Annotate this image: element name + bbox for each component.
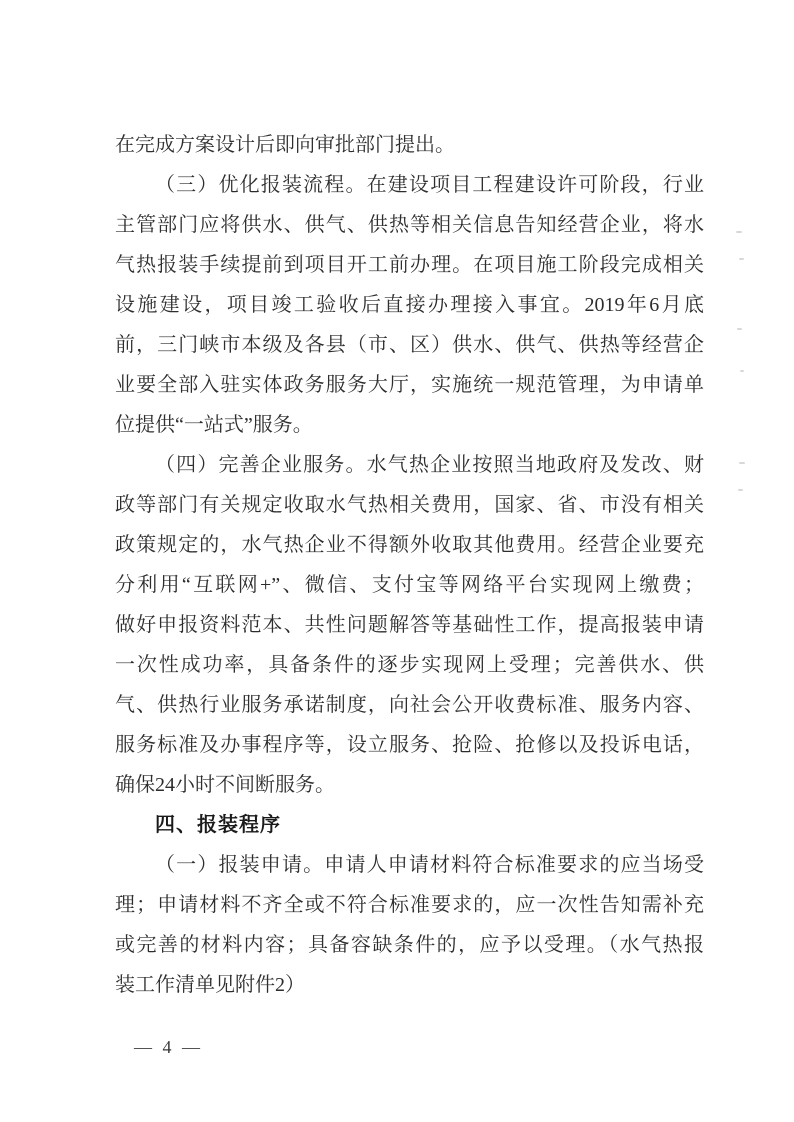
body-line: 或完善的材料内容；具备容缺条件的，应予以受理。（水气热报	[115, 934, 704, 956]
page-number: — 4 —	[134, 1037, 203, 1057]
body-line: 前，三门峡市本级及各县（市、区）供水、供气、供热等经营企	[115, 334, 704, 356]
body-line: 在完成方案设计后即向审批部门提出。	[115, 134, 455, 156]
body-line: 政策规定的，水气热企业不得额外收取其他费用。经营企业要充	[115, 534, 704, 556]
body-line: 主管部门应将供水、供气、供热等相关信息告知经营企业，将水	[115, 214, 704, 236]
scan-artifact	[737, 328, 742, 330]
body-line: 确保24小时不间断服务。	[115, 774, 335, 796]
scan-artifact	[740, 370, 744, 372]
body-line: 位提供“一站式”服务。	[115, 414, 313, 436]
scan-artifact	[739, 258, 744, 260]
body-line: 服务标准及办事程序等，设立服务、抢险、抢修以及投诉电话，	[115, 734, 704, 756]
scan-artifact	[736, 231, 742, 233]
scan-artifact	[738, 489, 743, 491]
body-line: （一）报装申请。申请人申请材料符合标准要求的应当场受	[155, 854, 704, 876]
body-line: 一次性成功率，具备条件的逐步实现网上受理；完善供水、供	[115, 654, 704, 676]
body-line: （四）完善企业服务。水气热企业按照当地政府及发改、财	[155, 454, 704, 476]
body-line: 分利用“互联网+”、微信、支付宝等网络平台实现网上缴费；	[115, 574, 704, 596]
section-heading: 四、报装程序	[155, 814, 281, 836]
body-line: 设施建设，项目竣工验收后直接办理接入事宜。2019年6月底	[115, 294, 704, 316]
body-line: 业要全部入驻实体政务服务大厅，实施统一规范管理，为申请单	[115, 374, 704, 396]
body-line: 政等部门有关规定收取水气热相关费用，国家、省、市没有相关	[115, 494, 704, 516]
body-line: 气热报装手续提前到项目开工前办理。在项目施工阶段完成相关	[115, 254, 704, 276]
body-line: 装工作清单见附件2）	[115, 974, 305, 996]
body-line: 气、供热行业服务承诺制度，向社会公开收费标准、服务内容、	[115, 694, 704, 716]
body-line: 做好申报资料范本、共性问题解答等基础性工作，提高报装申请	[115, 614, 704, 636]
scan-artifact	[739, 462, 745, 464]
body-line: 理；申请材料不齐全或不符合标准要求的，应一次性告知需补充	[115, 894, 704, 916]
document-body	[115, 125, 704, 1005]
body-line: （三）优化报装流程。在建设项目工程建设许可阶段，行业	[155, 174, 704, 196]
